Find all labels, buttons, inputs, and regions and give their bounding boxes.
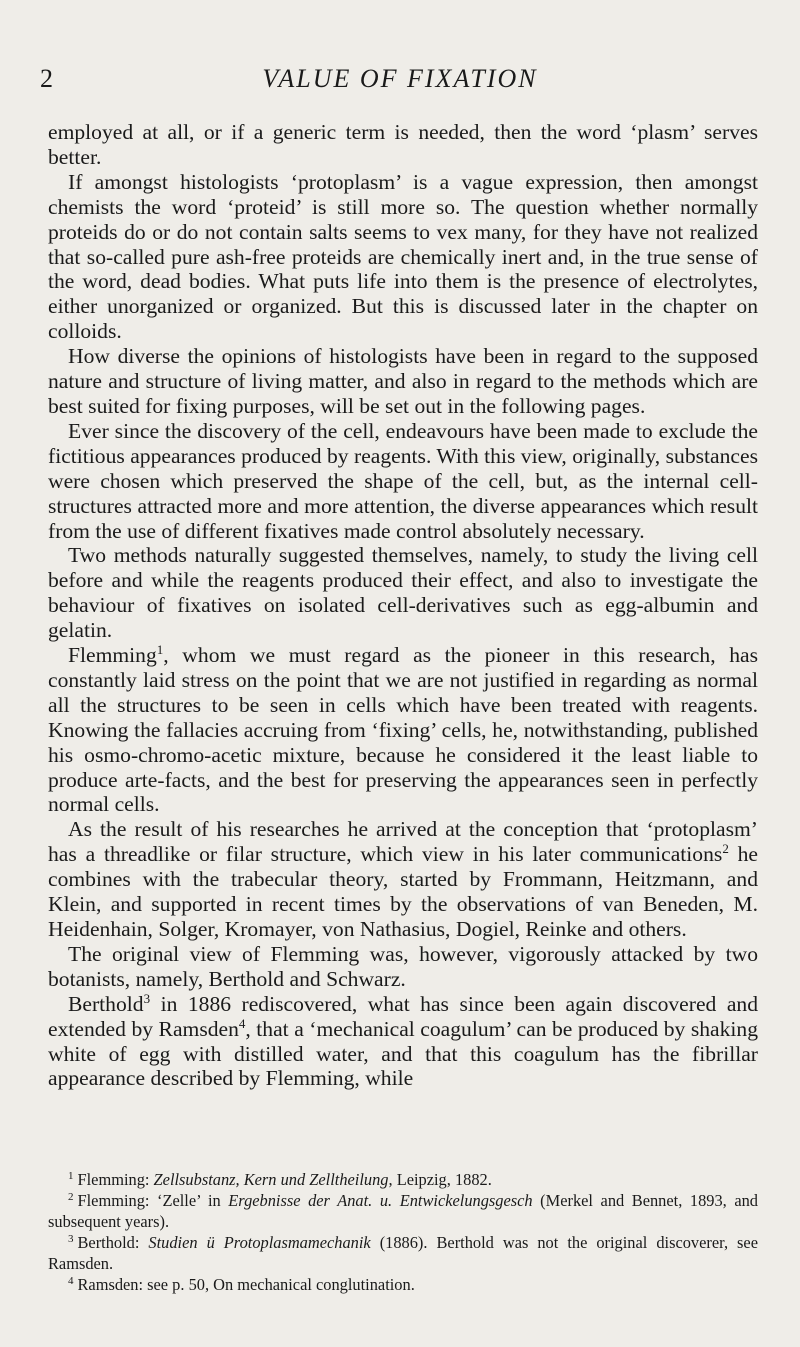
paragraph-text: , whom we must regard as the pioneer in this research, has constantly laid stress on the point that we are not justified in regarding as normal all the structures to be seen in cells which have been treated with reagents. Knowing the fallacies accruing from ‘fixing’ cells, he, notwithstanding, published his osmo-chromo-acetic mixture, because he considered it the least liable to produce arte-facts, and the best for preserving the appearances seen in perfectly normal cells. <box>48 643 758 817</box>
footnote-text: Flemming: <box>77 1170 154 1189</box>
paragraph <box>48 643 758 817</box>
footnote <box>48 1233 758 1275</box>
footnote-text: Ramsden: see p. 50, On mechanical conglutination. <box>77 1274 415 1294</box>
footnote-mark: 3 <box>68 1232 74 1245</box>
body-text <box>48 120 758 1091</box>
paragraph: How diverse the opinions of histologists have been in regard to the supposed nature and structure of living matter, and also in regard to the methods which are best suited for fixing purposes, will be set out in the following pages. <box>48 344 758 418</box>
footnote-text: (1886). Berthold was not the original discoverer, see Ramsden. <box>48 1232 758 1273</box>
footnote-text: , Leipzig, 1882. <box>388 1170 492 1189</box>
footnote-text: Berthold: <box>77 1232 149 1252</box>
paragraph-text: Berthold <box>68 991 144 1016</box>
footnote-title: Zellsubstanz, Kern und Zelltheilung <box>153 1170 389 1189</box>
paragraph-text: Flemming <box>68 643 157 668</box>
paragraph: If amongst histologists ‘protoplasm’ is a vague expression, then amongst chemists the word ‘proteid’ is still more so. The question whether normally proteids do or do not contain salts seems to vex many, for they have not realized that so-called pure ash-free proteids are chemically inert and, in the true sense of the word, dead bodies. What puts life into them is the presence of electrolytes, either unorganized or organized. But this is discussed later in the chapter on colloids. <box>48 169 758 344</box>
paragraph-text: As the result of his researches he arrived at the conception that ‘protoplasm’ has a threadlike or filar structure, which view in his later communications <box>48 817 758 867</box>
paragraph-text: in 1886 rediscovered, what has since been again discovered and extended by Ramsden <box>48 991 758 1041</box>
footnote-reference[interactable]: 3 <box>143 990 151 1006</box>
footnote-mark: 2 <box>68 1190 74 1203</box>
footnote-reference[interactable]: 4 <box>238 1015 246 1031</box>
paragraph: employed at all, or if a generic term is needed, then the word ‘plasm’ serves better. <box>48 120 758 169</box>
footnote-title: Ergebnisse der Anat. u. Entwickelungsgesch <box>228 1190 533 1210</box>
paragraph-text: , that a ‘mechanical coagulum’ can be produced by shaking white of egg with distilled water, and that this coagulum has the fibrillar appearance described by Flemming, while <box>48 1016 758 1091</box>
footnote <box>48 1170 758 1191</box>
paragraph: The original view of Flemming was, however, vigorously attacked by two botanists, namely, Berthold and Schwarz. <box>48 941 758 991</box>
footnote-text: Flemming: ‘Zelle’ in <box>77 1190 229 1210</box>
paragraph: Two methods naturally suggested themselves, namely, to study the living cell before and while the reagents produced their effect, and also to investigate the behaviour of fixatives on isolated cell-derivatives such as egg-albumin and gelatin. <box>48 543 758 643</box>
footnote-reference[interactable]: 1 <box>156 642 164 658</box>
footnote-title: Studien ü Protoplasmamechanik <box>148 1232 371 1252</box>
paragraph-text: he combines with the trabecular theory, started by Frommann, Heitzmann, and Klein, and supported in recent times by the observations of van Beneden, M. Heidenhain, Solger, Kromayer, von Nathasius, Dogiel, Reinke and others. <box>48 842 758 941</box>
footnote-text: (Merkel and Bennet, 1893, and subsequent years). <box>48 1190 758 1231</box>
footnote-mark: 1 <box>68 1170 74 1182</box>
footnote-reference[interactable]: 2 <box>722 841 729 857</box>
paragraph <box>48 992 758 1092</box>
footnote <box>48 1275 758 1296</box>
footnote <box>48 1191 758 1233</box>
running-title: VALUE OF FIXATION <box>262 64 538 93</box>
footnote-mark: 4 <box>68 1274 74 1287</box>
paragraph <box>48 817 758 942</box>
paragraph: Ever since the discovery of the cell, endeavours have been made to exclude the fictitious appearances produced by reagents. With this view, originally, substances were chosen which preserved the shape of the cell, but, as the internal cell-structures attracted more and more attention, the diverse appearances which result from the use of different fixatives made control absolutely necessary. <box>48 418 758 543</box>
footnotes <box>48 1170 758 1295</box>
page-number: 2 <box>40 64 53 93</box>
